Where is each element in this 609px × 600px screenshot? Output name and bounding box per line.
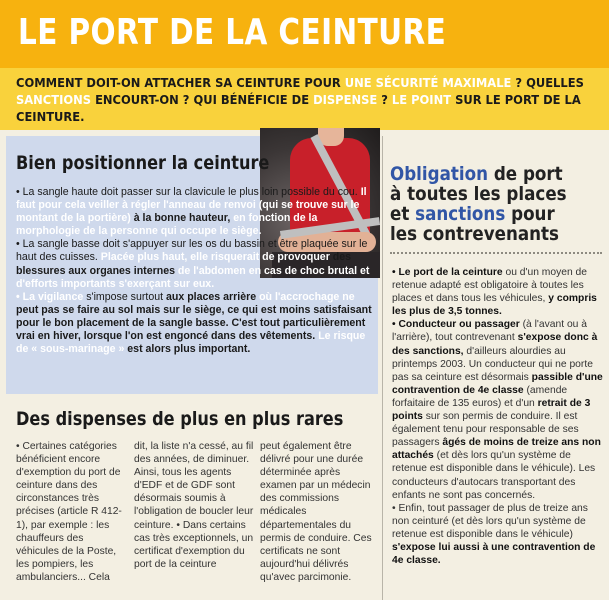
- dispenses-col-3: peut également être délivré pour une durée déterminée après examen par un médecin des commissions médicales départementales du permis de conduire. Ces certificats ne sont aujourd'hui délivrés qu'avec parcimonie.: [260, 441, 372, 583]
- bullet-conducteur-passager: • Conducteur ou passager (à l'avant ou à l'arrière), tout contrevenant s'expose donc à des sanctions, d'ailleurs alourdies au printemps 2003. Un conducteur qui ne porte pas sa ceinture est désormais passible d'une contravention de 4e classe (amende forfaitaire de 135 euros) et d'un retrait de 3 points sur son permis de conduire. Il est également tenu pour responsable de ses passagers âgés de moins de treize ans non attachés (et dès lors qu'un système de retenue est disponible dans le véhicule). Les conducteurs d'autocars transportant des enfants ne sont pas concernés.: [392, 319, 603, 501]
- bullet-sangle-basse: • La sangle basse doit s'appuyer sur les os du bassin et être plaquée sur le haut des cuisses. Placée plus haut, elle risquerait de provoquer des blessures aux organes internes de l'abdomen en cas de choc brutal et d'efforts importants s'exerçant sur eux.: [16, 238, 370, 290]
- lead-text: COMMENT DOIT-ON ATTACHER SA CEINTURE POUR UNE SÉCURITÉ MAXIMALE ? QUELLES SANCTIONS ENCOURT-ON ? QUI BÉNÉFICIE DE DISPENSE ? LE POINT SUR LE PORT DE LA CEINTURE.: [16, 75, 584, 124]
- bullet-port-ceinture: • Le port de la ceinture ou d'un moyen de retenue adapté est obligatoire à toutes les places et dans tous les véhicules, y compris les plus de 3,5 tonnes.: [392, 267, 597, 318]
- lead-highlight-dispense: DISPENSE: [313, 92, 378, 107]
- section-title-dispenses: Des dispenses de plus en plus rares: [16, 408, 344, 430]
- column-divider: [382, 136, 383, 600]
- lead-highlight-sanctions: SANCTIONS: [16, 92, 92, 107]
- bullet-passager-treize-ans: • Enfin, tout passager de plus de treize ans non ceinturé (et dès lors qu'un système de retenue est disponible dans le véhicule) s'expose lui aussi à une contravention de 4e classe.: [392, 502, 596, 567]
- obligation-separator: [390, 252, 602, 254]
- section-title-positionner: Bien positionner la ceinture: [16, 152, 270, 174]
- positionner-body: [16, 186, 378, 356]
- page-title: LE PORT DE LA CEINTURE: [18, 12, 447, 53]
- header-band: [0, 0, 609, 68]
- bullet-sangle-haute: • La sangle haute doit passer sur la clavicule le plus loin possible du cou. Il faut pour cela veiller à régler l'anneau de renvoi (qui se trouve sur le montant de la portière) à la bonne hauteur, en fonction de la morphologie de la personne qui occupe le siège.: [16, 186, 367, 238]
- lead-highlight-point: LE POINT: [391, 92, 452, 107]
- bullet-vigilance: • La vigilance s'impose surtout aux places arrière où l'accrochage ne peut pas se faire au sol mais sur le siège, ce qui est moins satisfaisant pour le bon placement de la sangle basse. C'est tout particulièrement vrai en hiver, lorsque l'on est engoncé dans des vêtements. Le risque de « sous-marinage » est alors plus important.: [16, 290, 372, 356]
- lead-highlight-securite: UNE SÉCURITÉ MAXIMALE: [344, 75, 512, 90]
- obligation-body: [392, 266, 606, 567]
- dispenses-col-2: dit, la liste n'a cessé, au fil des années, de diminuer. Ainsi, tous les agents d'EDF et de GDF sont désormais soumis à l'obligation de boucler leur ceinture. • Dans certains cas très exceptionnels, un certificat d'exemption du port de la ceinture: [134, 441, 254, 570]
- lead-band: [0, 68, 609, 130]
- dispenses-col-1: • Certaines catégories bénéficient encore d'exemption du port de ceinture dans des circonstances très précises (article R 412-1), par exemple : les chauffeurs des véhicules de la Poste, les pompiers, les ambulanciers... Cela: [16, 441, 122, 583]
- section-title-obligation: Obligation de port à toutes les places et sanctions pour les contrevenants: [390, 163, 567, 245]
